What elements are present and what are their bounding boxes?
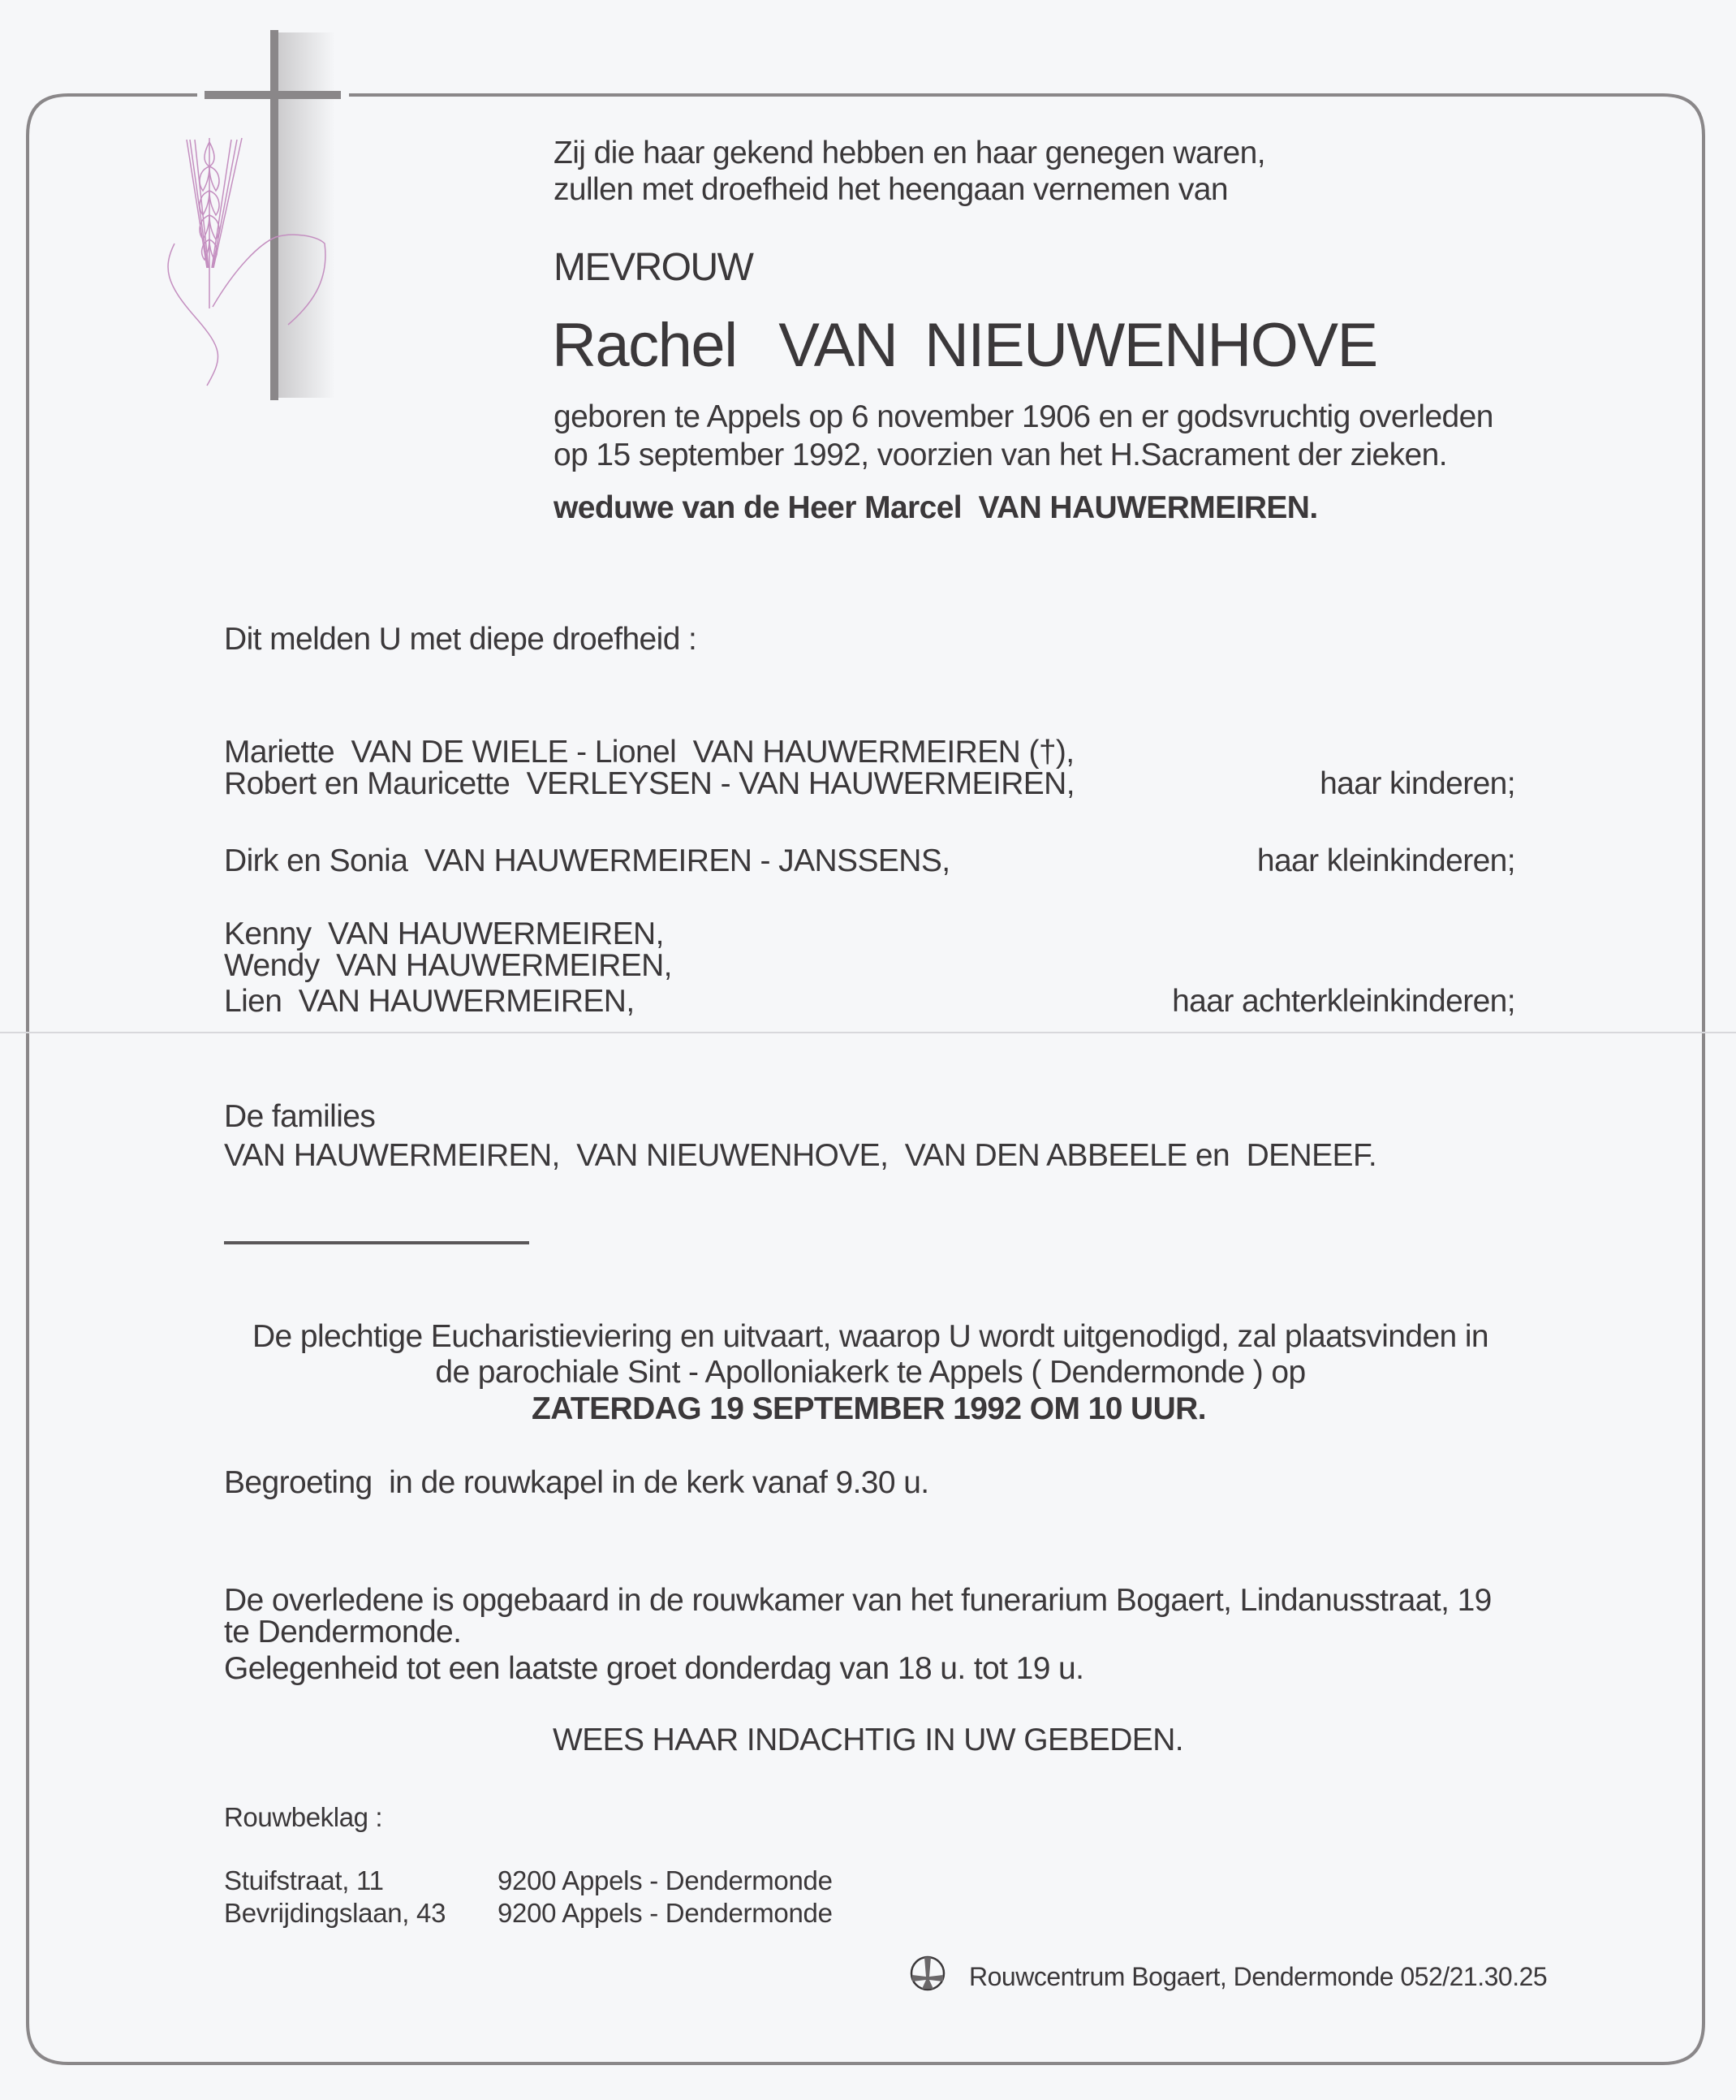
viewing-line-2: te Dendermonde. [224,1615,462,1649]
condolence-street: Bevrijdingslaan, 43 [224,1898,446,1928]
family-relation: haar kinderen; [1320,766,1515,801]
family-relation: haar kleinkinderen; [1256,843,1515,878]
prayer-line: WEES HAAR INDACHTIG IN UW GEBEDEN. [552,1723,1183,1757]
family-member: Lien VAN HAUWERMEIREN, [224,984,635,1019]
intro-line-1: Zij die haar gekend hebben en haar genegen waren, [554,136,1265,170]
birth-death-line-2: op 15 september 1992, voorzien van het H.Sacrament der zieken. [554,438,1447,472]
family-member: Wendy VAN HAUWERMEIREN, [224,948,672,983]
birth-death-line-1: geboren te Appels op 6 november 1906 en er godsvruchtig overleden [554,399,1493,434]
intro-line-2: zullen met droefheid het heengaan vernemen van [554,172,1228,207]
condolence-street: Stuifstraat, 11 [224,1865,384,1895]
deceased-name [552,310,1377,381]
family-member: Dirk en Sonia VAN HAUWERMEIREN - JANSSENS, [224,843,950,878]
deceased-first-name: Rachel [552,311,737,380]
fold-crease [0,1032,1736,1033]
greeting-info: Begroeting in de rouwkapel in de kerk vanaf 9.30 u. [224,1465,929,1500]
widow-of: weduwe van de Heer Marcel VAN HAUWERMEIREN. [554,490,1318,525]
family-member: Mariette VAN DE WIELE - Lionel VAN HAUWERMEIREN (†), [224,735,1075,770]
viewing-line-3: Gelegenheid tot een laatste groet donderdag van 18 u. tot 19 u. [224,1651,1084,1686]
family-member: Robert en Mauricette VERLEYSEN - VAN HAUWERMEIREN, [224,766,1075,801]
cross-in-circle-icon [909,1955,946,1992]
family-member: Kenny VAN HAUWERMEIREN, [224,916,664,951]
family-relation: haar achterkleinkinderen; [1172,984,1515,1019]
announcement: Dit melden U met diepe droefheid : [224,622,697,657]
funeral-date: ZATERDAG 19 SEPTEMBER 1992 OM 10 UUR. [532,1391,1206,1426]
cross-shadow [278,32,335,398]
section-divider [224,1241,529,1244]
families-names: VAN HAUWERMEIREN, VAN NIEUWENHOVE, VAN DEN ABBEELE en DENEEF. [224,1138,1377,1173]
condolence-city: 9200 Appels - Dendermonde [498,1898,833,1928]
viewing-line-1: De overledene is opgebaard in de rouwkamer van het funerarium Bogaert, Lindanusstraat, 19 [224,1583,1492,1618]
families-label: De families [224,1099,376,1134]
funeral-home-credit: Rouwcentrum Bogaert, Dendermonde 052/21.30.25 [969,1962,1548,1991]
honorific-title: MEVROUW [554,246,753,289]
condolences-label: Rouwbeklag : [224,1802,383,1832]
funeral-line-2: de parochiale Sint - Apolloniakerk te Appels ( Dendermonde ) op [435,1355,1306,1390]
funeral-line-1: De plechtige Eucharistieviering en uitvaart, waarop U wordt uitgenodigd, zal plaatsvinden in [252,1319,1489,1354]
condolence-city: 9200 Appels - Dendermonde [498,1865,833,1895]
deceased-last-name: VAN NIEUWENHOVE [778,311,1377,380]
